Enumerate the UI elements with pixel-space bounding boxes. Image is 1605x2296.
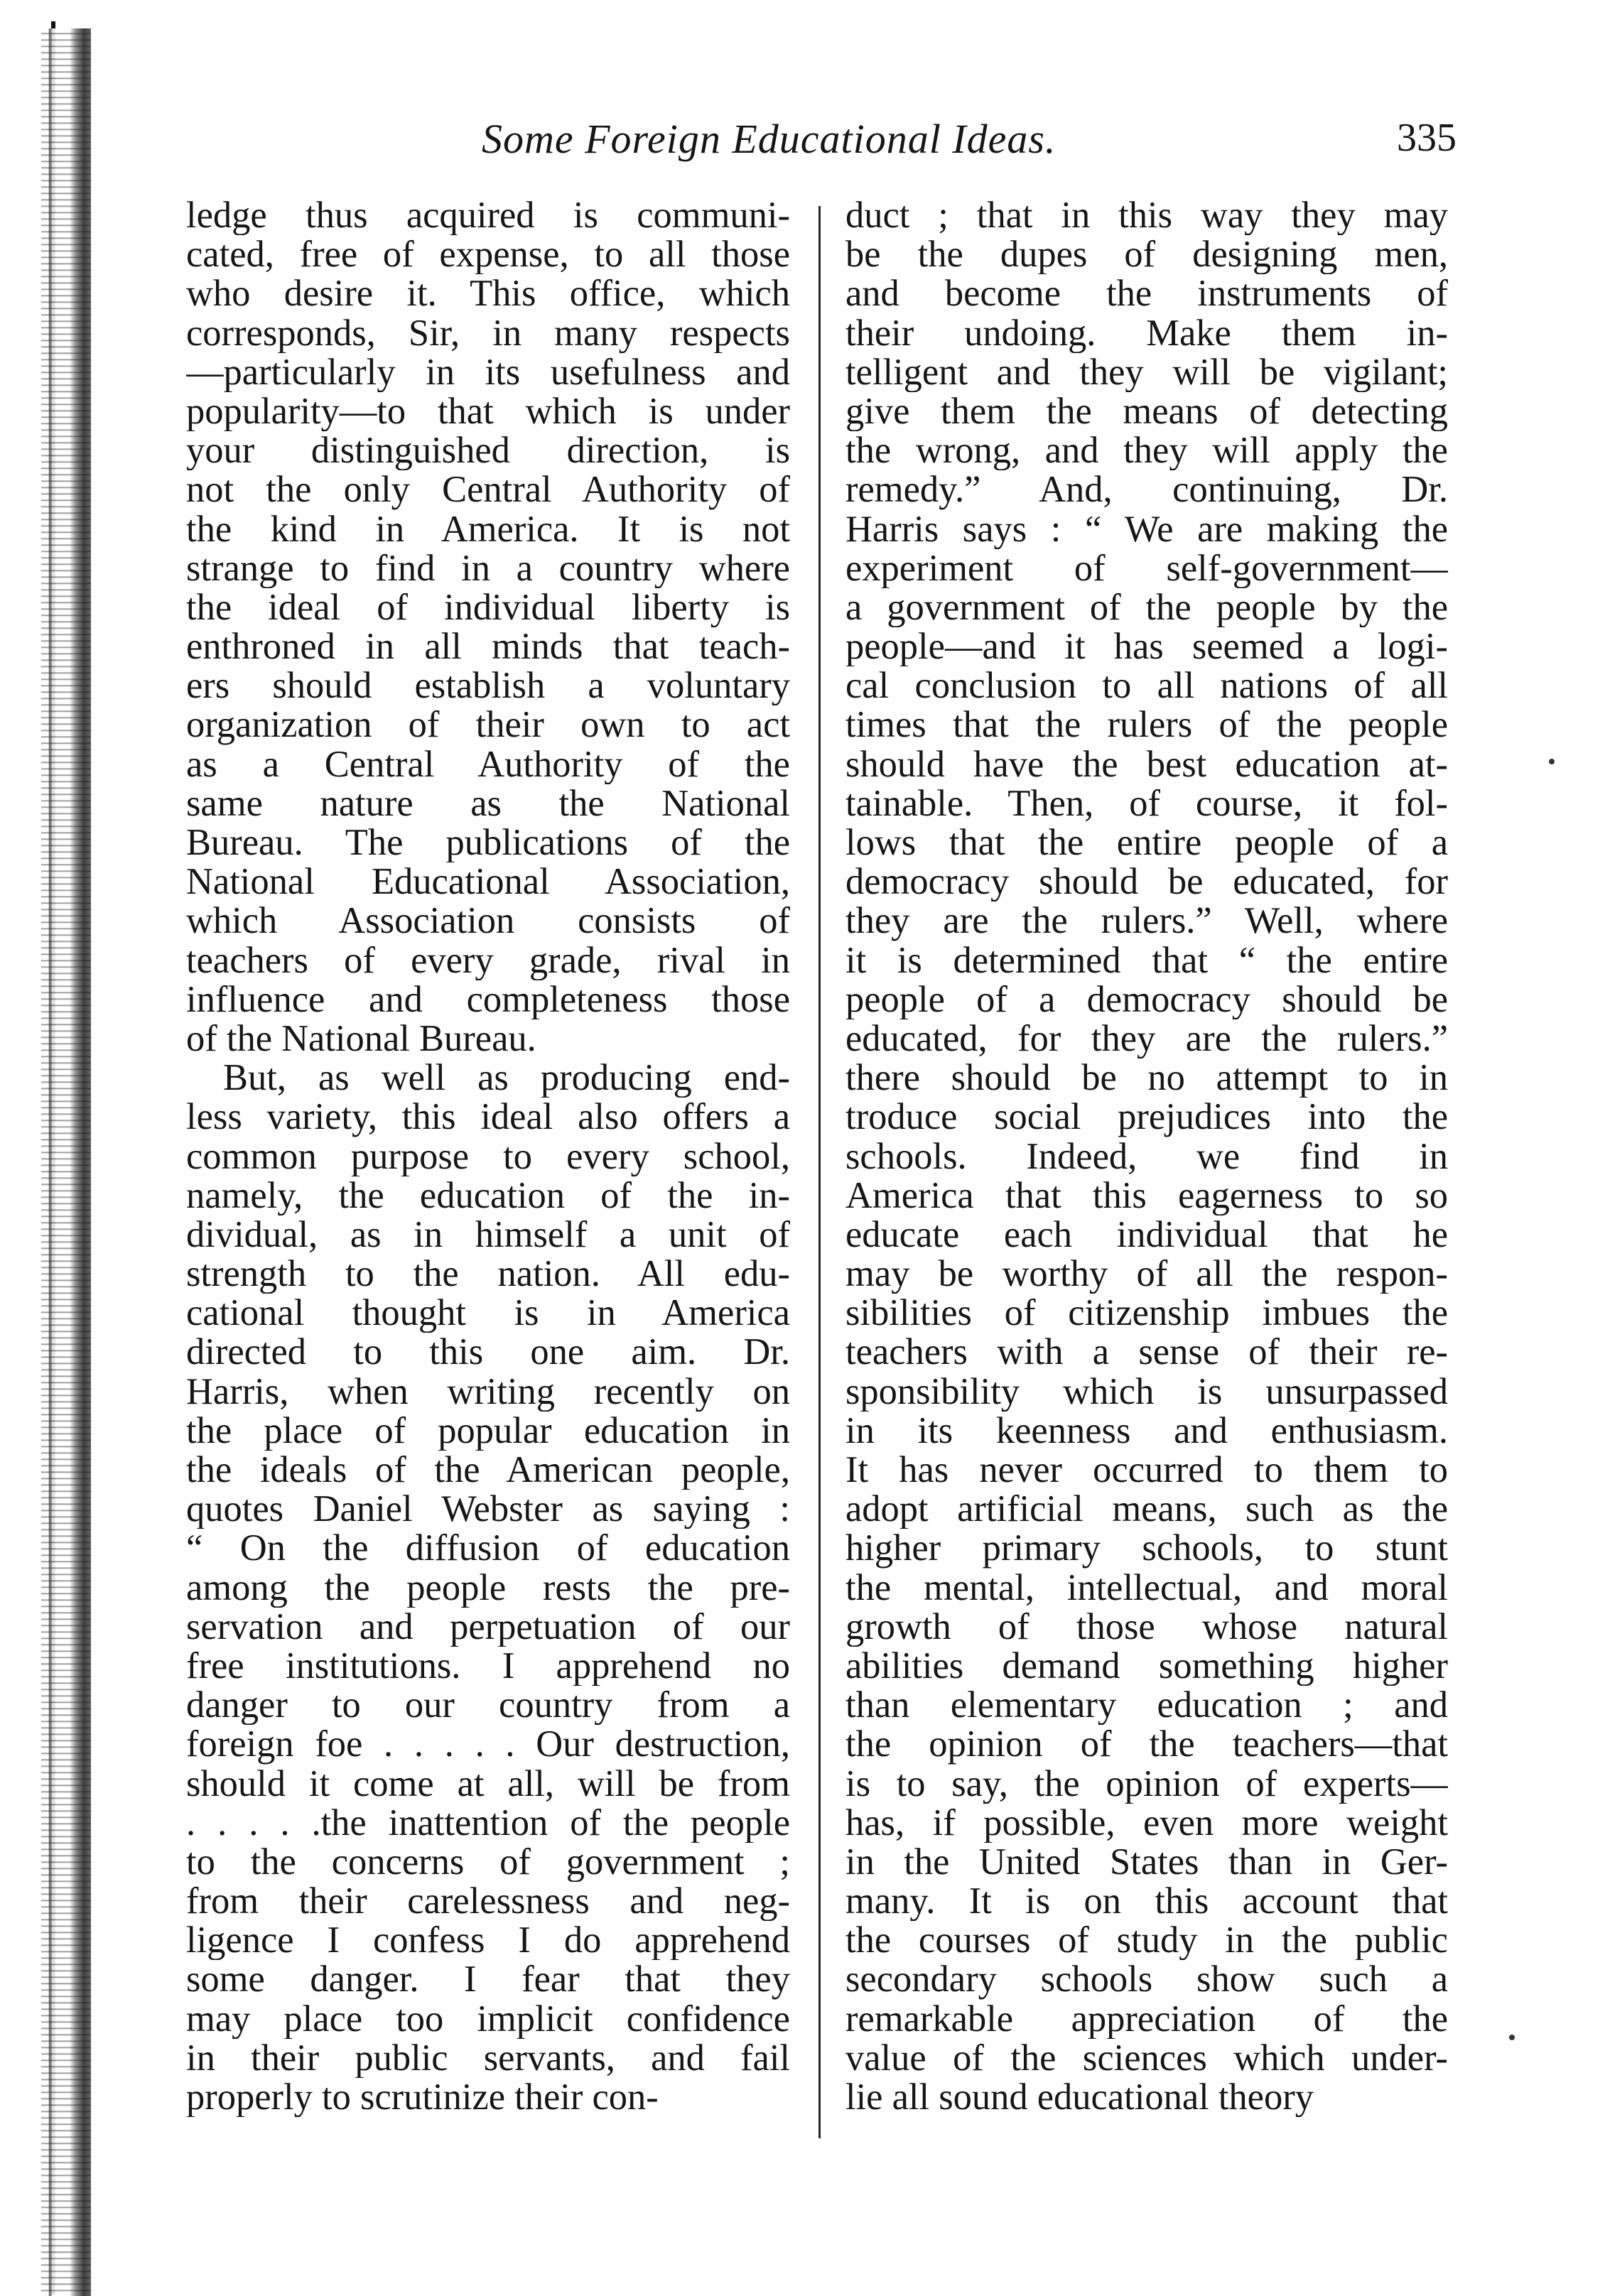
- text-line: value of the sciences which under-: [845, 2038, 1448, 2078]
- text-line: free institutions. I apprehend no: [186, 1646, 790, 1686]
- text-line: people of a democracy should be: [845, 980, 1448, 1019]
- text-line: less variety, this ideal also offers a: [186, 1098, 790, 1137]
- text-line: a government of the people by the: [845, 587, 1448, 628]
- text-line: democracy should be educated, for: [845, 862, 1448, 902]
- text-line: the ideal of individual liberty is: [186, 587, 790, 628]
- running-title: Some Foreign Educational Ideas.: [482, 116, 1057, 162]
- text-line: telligent and they will be vigilant;: [845, 352, 1448, 392]
- page-header: [178, 115, 1457, 172]
- text-line: Harris, when writing recently on: [186, 1372, 790, 1412]
- text-line: lows that the entire people of a: [845, 823, 1448, 863]
- text-line: it is determined that “ the entire: [845, 941, 1448, 980]
- text-line: corresponds, Sir, in many respects: [186, 313, 790, 353]
- text-line: teachers of every grade, rival in: [186, 941, 790, 980]
- text-line: give them the means of detecting: [845, 391, 1448, 432]
- text-line: educate each individual that he: [845, 1215, 1448, 1255]
- text-line: sponsibility which is unsurpassed: [845, 1372, 1448, 1412]
- page-number: 335: [1397, 116, 1457, 160]
- left-column: [186, 196, 790, 2117]
- text-line: among the people rests the pre-: [186, 1568, 790, 1608]
- text-line: than elementary education ; and: [845, 1686, 1448, 1726]
- text-line: is to say, the opinion of experts—: [845, 1764, 1448, 1804]
- text-line: in their public servants, and fail: [186, 2038, 790, 2078]
- text-line: has, if possible, even more weight: [845, 1803, 1448, 1843]
- text-line: troduce social prejudices into the: [845, 1098, 1448, 1137]
- text-line: many. It is on this account that: [845, 1882, 1448, 1922]
- text-line: people—and it has seemed a logi-: [845, 627, 1448, 667]
- text-line: namely, the education of the in-: [186, 1176, 790, 1215]
- right-column: [845, 196, 1448, 2117]
- text-line: the ideals of the American people,: [186, 1451, 790, 1490]
- text-line: of the National Bureau.: [186, 1019, 536, 1059]
- text-line: remedy.” And, continuing, Dr.: [845, 470, 1448, 510]
- text-line: may be worthy of all the respon-: [845, 1255, 1448, 1294]
- text-line: as a Central Authority of the: [186, 744, 790, 784]
- binding-gutter: [41, 28, 91, 2296]
- text-line: quotes Daniel Webster as saying :: [186, 1490, 790, 1529]
- text-line: growth of those whose natural: [845, 1607, 1448, 1647]
- text-line: . . . . .the inattention of the people: [186, 1803, 790, 1843]
- text-line: which Association consists of: [186, 901, 790, 941]
- print-speck: [1509, 2035, 1515, 2040]
- text-line: same nature as the National: [186, 784, 790, 823]
- text-line: who desire it. This office, which: [186, 274, 790, 314]
- text-line: —particularly in its usefulness and: [186, 352, 790, 392]
- text-line: there should be no attempt to in: [845, 1058, 1448, 1098]
- text-line: the place of popular education in: [186, 1411, 790, 1451]
- text-line: organization of their own to act: [186, 705, 790, 745]
- text-line: abilities demand something higher: [845, 1646, 1448, 1686]
- text-line: tainable. Then, of course, it fol-: [845, 784, 1448, 823]
- text-line: the mental, intellectual, and moral: [845, 1568, 1448, 1608]
- text-line: not the only Central Authority of: [186, 470, 790, 510]
- text-line: Harris says : “ We are making the: [845, 509, 1448, 549]
- print-speck: [1549, 759, 1555, 764]
- text-line: to the concerns of government ;: [186, 1842, 790, 1883]
- text-line: sibilities of citizenship imbues the: [845, 1294, 1448, 1333]
- text-line: times that the rulers of the people: [845, 705, 1448, 745]
- text-line: should have the best education at-: [845, 744, 1448, 784]
- text-line: be the dupes of designing men,: [845, 235, 1448, 275]
- text-line: the kind in America. It is not: [186, 509, 790, 549]
- text-line: secondary schools show such a: [845, 1960, 1448, 2000]
- text-line: National Educational Association,: [186, 862, 790, 902]
- text-line: higher primary schools, to stunt: [845, 1529, 1448, 1569]
- text-line: lie all sound educational theory: [845, 2078, 1314, 2118]
- text-line: ledge thus acquired is communi-: [186, 196, 790, 236]
- text-line: some danger. I fear that they: [186, 1960, 790, 2000]
- text-line: influence and completeness those: [186, 980, 790, 1019]
- text-line: strange to find in a country where: [186, 548, 790, 588]
- text-line: educated, for they are the rulers.”: [845, 1019, 1448, 1059]
- text-line: cal conclusion to all nations of all: [845, 666, 1448, 706]
- text-line: and become the instruments of: [845, 274, 1448, 314]
- text-line: cational thought is in America: [186, 1294, 790, 1333]
- text-line: schools. Indeed, we find in: [845, 1137, 1448, 1176]
- text-line: ers should establish a voluntary: [186, 666, 790, 706]
- text-line: common purpose to every school,: [186, 1137, 790, 1176]
- text-line: the wrong, and they will apply the: [845, 431, 1448, 471]
- text-line: remarkable appreciation of the: [845, 1999, 1448, 2039]
- text-line: may place too implicit confidence: [186, 1999, 790, 2039]
- text-line: “ On the diffusion of education: [186, 1529, 790, 1569]
- text-line: they are the rulers.” Well, where: [845, 901, 1448, 941]
- text-line: enthroned in all minds that teach-: [186, 627, 790, 667]
- text-line: But, as well as producing end-: [223, 1058, 790, 1098]
- text-line: cated, free of expense, to all those: [186, 235, 790, 275]
- text-line: duct ; that in this way they may: [845, 196, 1448, 236]
- text-line: It has never occurred to them to: [845, 1451, 1448, 1490]
- text-line: should it come at all, will be from: [186, 1764, 790, 1804]
- text-line: ligence I confess I do apprehend: [186, 1921, 790, 1961]
- text-line: adopt artificial means, such as the: [845, 1490, 1448, 1529]
- column-divider: [818, 206, 821, 2138]
- text-line: your distinguished direction, is: [186, 431, 790, 471]
- text-line: dividual, as in himself a unit of: [186, 1215, 790, 1255]
- text-line: danger to our country from a: [186, 1686, 790, 1726]
- text-line: directed to this one aim. Dr.: [186, 1333, 790, 1372]
- text-line: foreign foe . . . . . Our destruction,: [186, 1725, 790, 1765]
- text-line: popularity—to that which is under: [186, 391, 790, 432]
- text-line: in its keenness and enthusiasm.: [845, 1411, 1448, 1451]
- text-line: servation and perpetuation of our: [186, 1607, 790, 1647]
- text-line: their undoing. Make them in-: [845, 313, 1448, 353]
- text-line: Bureau. The publications of the: [186, 823, 790, 863]
- text-line: teachers with a sense of their re-: [845, 1333, 1448, 1372]
- text-line: strength to the nation. All edu-: [186, 1255, 790, 1294]
- text-line: in the United States than in Ger-: [845, 1842, 1448, 1883]
- text-line: America that this eagerness to so: [845, 1176, 1448, 1215]
- text-line: experiment of self-government—: [845, 548, 1448, 588]
- text-line: properly to scrutinize their con-: [186, 2078, 659, 2118]
- text-line: the courses of study in the public: [845, 1921, 1448, 1961]
- text-line: the opinion of the teachers—that: [845, 1725, 1448, 1765]
- text-line: from their carelessness and neg-: [186, 1882, 790, 1922]
